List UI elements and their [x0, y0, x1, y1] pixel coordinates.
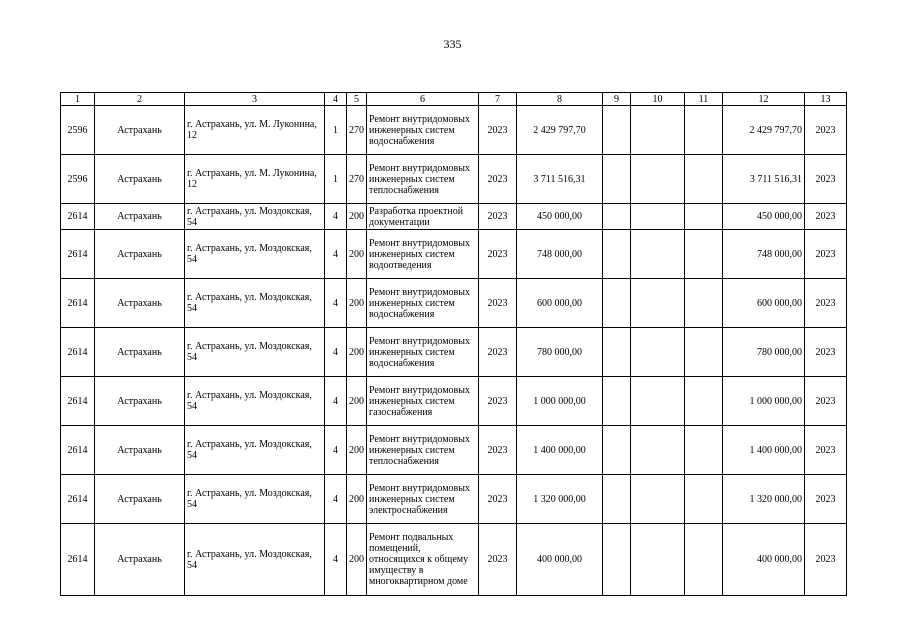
col-header: 5: [347, 93, 367, 106]
table-cell-col4: 1: [325, 106, 347, 155]
table-cell-col13: 2023: [805, 155, 847, 204]
table-cell-col6: Разработка проектной документации: [367, 204, 479, 230]
header-row: [61, 93, 847, 106]
table-cell-col9: [603, 377, 631, 426]
table-cell-col9: [603, 230, 631, 279]
table-cell-col4: 4: [325, 475, 347, 524]
table-cell-col7: 2023: [479, 204, 517, 230]
table-cell-col11: [685, 204, 723, 230]
table-cell-col3: г. Астрахань, ул. Моздокская, 54: [185, 377, 325, 426]
table-cell-col5: 200: [347, 475, 367, 524]
col-header: 12: [723, 93, 805, 106]
table-cell-col12: 748 000,00: [723, 230, 805, 279]
table-cell-col9: [603, 328, 631, 377]
col-header: 1: [61, 93, 95, 106]
col-header: 9: [603, 93, 631, 106]
table-cell-col2: Астрахань: [95, 279, 185, 328]
table-cell-col10: [631, 155, 685, 204]
table-cell-col11: [685, 279, 723, 328]
table-cell-col1: 2596: [61, 106, 95, 155]
page-number: 335: [443, 37, 462, 51]
table-cell-col12: 780 000,00: [723, 328, 805, 377]
table-cell-col10: [631, 328, 685, 377]
table-cell-col13: 2023: [805, 204, 847, 230]
table-cell-col6: Ремонт внутридомовых инженерных систем электроснабжения: [367, 475, 479, 524]
table-cell-col3: г. Астрахань, ул. Моздокская, 54: [185, 230, 325, 279]
table-cell-col2: Астрахань: [95, 524, 185, 596]
table-cell-col9: [603, 279, 631, 328]
table-cell-col5: 200: [347, 328, 367, 377]
table-cell-col6: Ремонт внутридомовых инженерных систем водоснабжения: [367, 328, 479, 377]
table-cell-col2: Астрахань: [95, 426, 185, 475]
table-row: [61, 426, 847, 475]
table-cell-col9: [603, 475, 631, 524]
table-cell-col12: 1 320 000,00: [723, 475, 805, 524]
table-cell-col7: 2023: [479, 524, 517, 596]
table-cell-col1: 2614: [61, 328, 95, 377]
table-row: [61, 204, 847, 230]
table-cell-col4: 4: [325, 328, 347, 377]
table-cell-col8: 748 000,00: [517, 230, 603, 279]
table-row: [61, 230, 847, 279]
table-cell-col8: 1 400 000,00: [517, 426, 603, 475]
table-cell-col8: 780 000,00: [517, 328, 603, 377]
table-cell-col10: [631, 279, 685, 328]
table-cell-col12: 3 711 516,31: [723, 155, 805, 204]
table-row: [61, 279, 847, 328]
table-cell-col10: [631, 426, 685, 475]
table-cell-col7: 2023: [479, 155, 517, 204]
table-cell-col1: 2614: [61, 426, 95, 475]
table-cell-col12: 450 000,00: [723, 204, 805, 230]
table-cell-col8: 1 000 000,00: [517, 377, 603, 426]
table-cell-col2: Астрахань: [95, 475, 185, 524]
table-cell-col4: 4: [325, 230, 347, 279]
table-cell-col13: 2023: [805, 475, 847, 524]
col-header: 4: [325, 93, 347, 106]
table-cell-col11: [685, 426, 723, 475]
table-cell-col3: г. Астрахань, ул. Моздокская, 54: [185, 204, 325, 230]
table-cell-col8: 3 711 516,31: [517, 155, 603, 204]
table-cell-col6: Ремонт внутридомовых инженерных систем теплоснабжения: [367, 155, 479, 204]
table-cell-col11: [685, 475, 723, 524]
col-header: 7: [479, 93, 517, 106]
table-cell-col13: 2023: [805, 377, 847, 426]
table-cell-col9: [603, 155, 631, 204]
table-cell-col13: 2023: [805, 279, 847, 328]
table-cell-col2: Астрахань: [95, 155, 185, 204]
table-cell-col12: 400 000,00: [723, 524, 805, 596]
table-cell-col8: 1 320 000,00: [517, 475, 603, 524]
col-header: 6: [367, 93, 479, 106]
table-cell-col1: 2614: [61, 204, 95, 230]
table-cell-col13: 2023: [805, 524, 847, 596]
table-cell-col2: Астрахань: [95, 106, 185, 155]
table-cell-col1: 2596: [61, 155, 95, 204]
table-cell-col3: г. Астрахань, ул. М. Луконина, 12: [185, 155, 325, 204]
col-header: 2: [95, 93, 185, 106]
table-cell-col2: Астрахань: [95, 328, 185, 377]
table-cell-col4: 4: [325, 279, 347, 328]
table-row: [61, 328, 847, 377]
table-cell-col11: [685, 377, 723, 426]
table-cell-col13: 2023: [805, 328, 847, 377]
table-cell-col3: г. Астрахань, ул. Моздокская, 54: [185, 426, 325, 475]
col-header: 3: [185, 93, 325, 106]
table-cell-col5: 200: [347, 204, 367, 230]
table-cell-col10: [631, 475, 685, 524]
table-row: [61, 155, 847, 204]
table-cell-col12: 1 400 000,00: [723, 426, 805, 475]
registry-table: [60, 92, 847, 596]
table-cell-col7: 2023: [479, 230, 517, 279]
table-cell-col6: Ремонт внутридомовых инженерных систем теплоснабжения: [367, 426, 479, 475]
table-cell-col1: 2614: [61, 377, 95, 426]
table-cell-col7: 2023: [479, 426, 517, 475]
table-cell-col2: Астрахань: [95, 377, 185, 426]
table-cell-col7: 2023: [479, 328, 517, 377]
table-cell-col11: [685, 106, 723, 155]
table-cell-col4: 4: [325, 377, 347, 426]
table-cell-col6: Ремонт внутридомовых инженерных систем водоснабжения: [367, 106, 479, 155]
table-cell-col5: 270: [347, 155, 367, 204]
table-cell-col1: 2614: [61, 475, 95, 524]
table-cell-col7: 2023: [479, 377, 517, 426]
table-cell-col9: [603, 204, 631, 230]
table-cell-col5: 200: [347, 426, 367, 475]
col-header: 8: [517, 93, 603, 106]
table-cell-col7: 2023: [479, 279, 517, 328]
table-cell-col2: Астрахань: [95, 204, 185, 230]
table-cell-col6: Ремонт внутридомовых инженерных систем водоотведения: [367, 230, 479, 279]
table-cell-col13: 2023: [805, 230, 847, 279]
table-cell-col12: 1 000 000,00: [723, 377, 805, 426]
table-cell-col8: 2 429 797,70: [517, 106, 603, 155]
table-cell-col10: [631, 524, 685, 596]
table-cell-col6: Ремонт внутридомовых инженерных систем газоснабжения: [367, 377, 479, 426]
table-cell-col6: Ремонт внутридомовых инженерных систем водоснабжения: [367, 279, 479, 328]
table-cell-col3: г. Астрахань, ул. М. Луконина, 12: [185, 106, 325, 155]
table-cell-col2: Астрахань: [95, 230, 185, 279]
table-cell-col3: г. Астрахань, ул. Моздокская, 54: [185, 475, 325, 524]
table-cell-col8: 400 000,00: [517, 524, 603, 596]
table-cell-col11: [685, 524, 723, 596]
table-cell-col3: г. Астрахань, ул. Моздокская, 54: [185, 524, 325, 596]
table-cell-col5: 200: [347, 230, 367, 279]
table-cell-col1: 2614: [61, 524, 95, 596]
col-header: 11: [685, 93, 723, 106]
table-cell-col4: 4: [325, 426, 347, 475]
table-cell-col5: 270: [347, 106, 367, 155]
table-cell-col7: 2023: [479, 106, 517, 155]
table-cell-col13: 2023: [805, 426, 847, 475]
table-cell-col1: 2614: [61, 279, 95, 328]
table-cell-col3: г. Астрахань, ул. Моздокская, 54: [185, 328, 325, 377]
table-cell-col7: 2023: [479, 475, 517, 524]
table-cell-col13: 2023: [805, 106, 847, 155]
table-cell-col9: [603, 426, 631, 475]
table-cell-col5: 200: [347, 377, 367, 426]
table-cell-col4: 1: [325, 155, 347, 204]
table-cell-col12: 2 429 797,70: [723, 106, 805, 155]
table-cell-col11: [685, 155, 723, 204]
table-cell-col3: г. Астрахань, ул. Моздокская, 54: [185, 279, 325, 328]
table-cell-col10: [631, 204, 685, 230]
table-cell-col8: 600 000,00: [517, 279, 603, 328]
table-cell-col11: [685, 328, 723, 377]
col-header: 13: [805, 93, 847, 106]
table-cell-col1: 2614: [61, 230, 95, 279]
table-cell-col10: [631, 377, 685, 426]
col-header: 10: [631, 93, 685, 106]
table-cell-col5: 200: [347, 279, 367, 328]
table-body: [61, 106, 847, 596]
table-cell-col9: [603, 106, 631, 155]
table-cell-col4: 4: [325, 524, 347, 596]
table-cell-col4: 4: [325, 204, 347, 230]
table-cell-col5: 200: [347, 524, 367, 596]
table-cell-col10: [631, 230, 685, 279]
table-cell-col6: Ремонт подвальных помещений, относящихся к общему имуществу в многоквартирном доме: [367, 524, 479, 596]
table-cell-col8: 450 000,00: [517, 204, 603, 230]
table-cell-col12: 600 000,00: [723, 279, 805, 328]
table-row: [61, 475, 847, 524]
table-row: [61, 377, 847, 426]
table-cell-col10: [631, 106, 685, 155]
table-row: [61, 106, 847, 155]
table-row: [61, 524, 847, 596]
table-cell-col9: [603, 524, 631, 596]
table-cell-col11: [685, 230, 723, 279]
